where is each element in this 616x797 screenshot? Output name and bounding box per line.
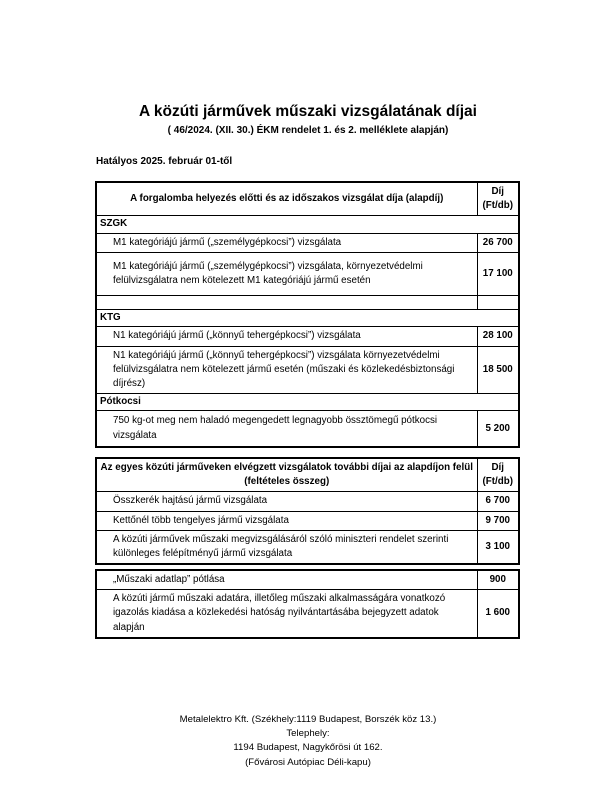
table-row [96,346,519,394]
additional-fee-table [95,457,520,565]
section-row-trailer [96,394,519,411]
fee-price: 900 [477,570,519,590]
site-label: Telephely: [286,728,330,740]
empty-cell [96,296,477,310]
fee-price: 5 200 [477,411,519,447]
base-fee-table [95,181,520,448]
table-row [96,590,519,638]
page-subtitle: ( 46/2024. (XII. 30.) ÉKM rendelet 1. és 2. melléklete alapján) [167,125,449,136]
fee-description: A közúti járművek műszaki megvizsgálásáról szóló miniszteri rendelet szerinti különleges felépítményű jármű vizsgálata [96,530,477,564]
table-row [96,411,519,447]
fee-description: Kettőnél több tengelyes jármű vizsgálata [96,511,477,530]
table-row [96,233,519,252]
fee-description: „Műszaki adatlap” pótlása [96,570,477,590]
table-row [96,327,519,346]
section-label: Pótkocsi [96,394,519,411]
table-header-description: Az egyes közúti járműveken elvégzett vizsgálatok további díjai az alapdíjon felül (feltételes összeg) [96,458,477,492]
table-header-description: A forgalomba helyezés előtti és az időszakos vizsgálat díja (alapdíj) [96,182,477,216]
company-line: Metalelektro Kft. (Székhely:1119 Budapest, Borszék köz 13.) [179,714,437,725]
table-row [96,252,519,295]
fee-price: 6 700 [477,492,519,511]
table-header-price: Díj (Ft/db) [477,458,519,492]
fee-price: 1 600 [477,590,519,638]
section-label: KTG [96,310,519,327]
site-note: (Fővárosi Autópiac Déli-kapu) [245,756,371,768]
fee-description: N1 kategóriájú jármű („könnyű tehergépkocsi”) vizsgálata környezetvédelmi felülvizsgálatra nem kötelezett jármű esetén (műszaki és közlekedésbiztonsági díjrész) [96,346,477,394]
table-header-row [96,458,519,492]
document-fee-table [95,569,520,639]
table-row [96,511,519,530]
table-header-price: Díj (Ft/db) [477,182,519,216]
fee-description: 750 kg-ot meg nem haladó megengedett legnagyobb össztömegű pótkocsi vizsgálata [96,411,477,447]
table-row [96,530,519,564]
fee-price: 9 700 [477,511,519,530]
fee-description: M1 kategóriájú jármű („személygépkocsi”) vizsgálata, környezetvédelmi felülvizsgálatra nem kötelezett M1 kategóriájú jármű esetén [96,252,477,295]
fee-description: A közúti jármű műszaki adatára, illetőleg műszaki alkalmasságára vonatkozó igazolás kiadása a közlekedési hatóság nyilvántartásába bejegyzett adatok alapján [96,590,477,638]
fee-description: M1 kategóriájú jármű („személygépkocsi”) vizsgálata [96,233,477,252]
section-label: SZGK [96,216,519,233]
fee-description: Összkerék hajtású jármű vizsgálata [96,492,477,511]
company-footer [0,713,616,770]
fee-price: 17 100 [477,252,519,295]
fee-description: N1 kategóriájú jármű („könnyű tehergépkocsi”) vizsgálata [96,327,477,346]
table-header-row [96,182,519,216]
section-row-ktg [96,310,519,327]
table-row [96,570,519,590]
section-row-szgk [96,216,519,233]
site-address: 1194 Budapest, Nagykőrösi út 162. [233,742,383,754]
empty-row [96,296,519,310]
fee-price: 28 100 [477,327,519,346]
fee-price: 18 500 [477,346,519,394]
fee-price: 26 700 [477,233,519,252]
fee-price: 3 100 [477,530,519,564]
effective-date: Hatályos 2025. február 01-től [96,156,233,167]
empty-cell [477,296,519,310]
table-row [96,492,519,511]
page-title: A közúti járművek műszaki vizsgálatának díjai [139,103,477,120]
